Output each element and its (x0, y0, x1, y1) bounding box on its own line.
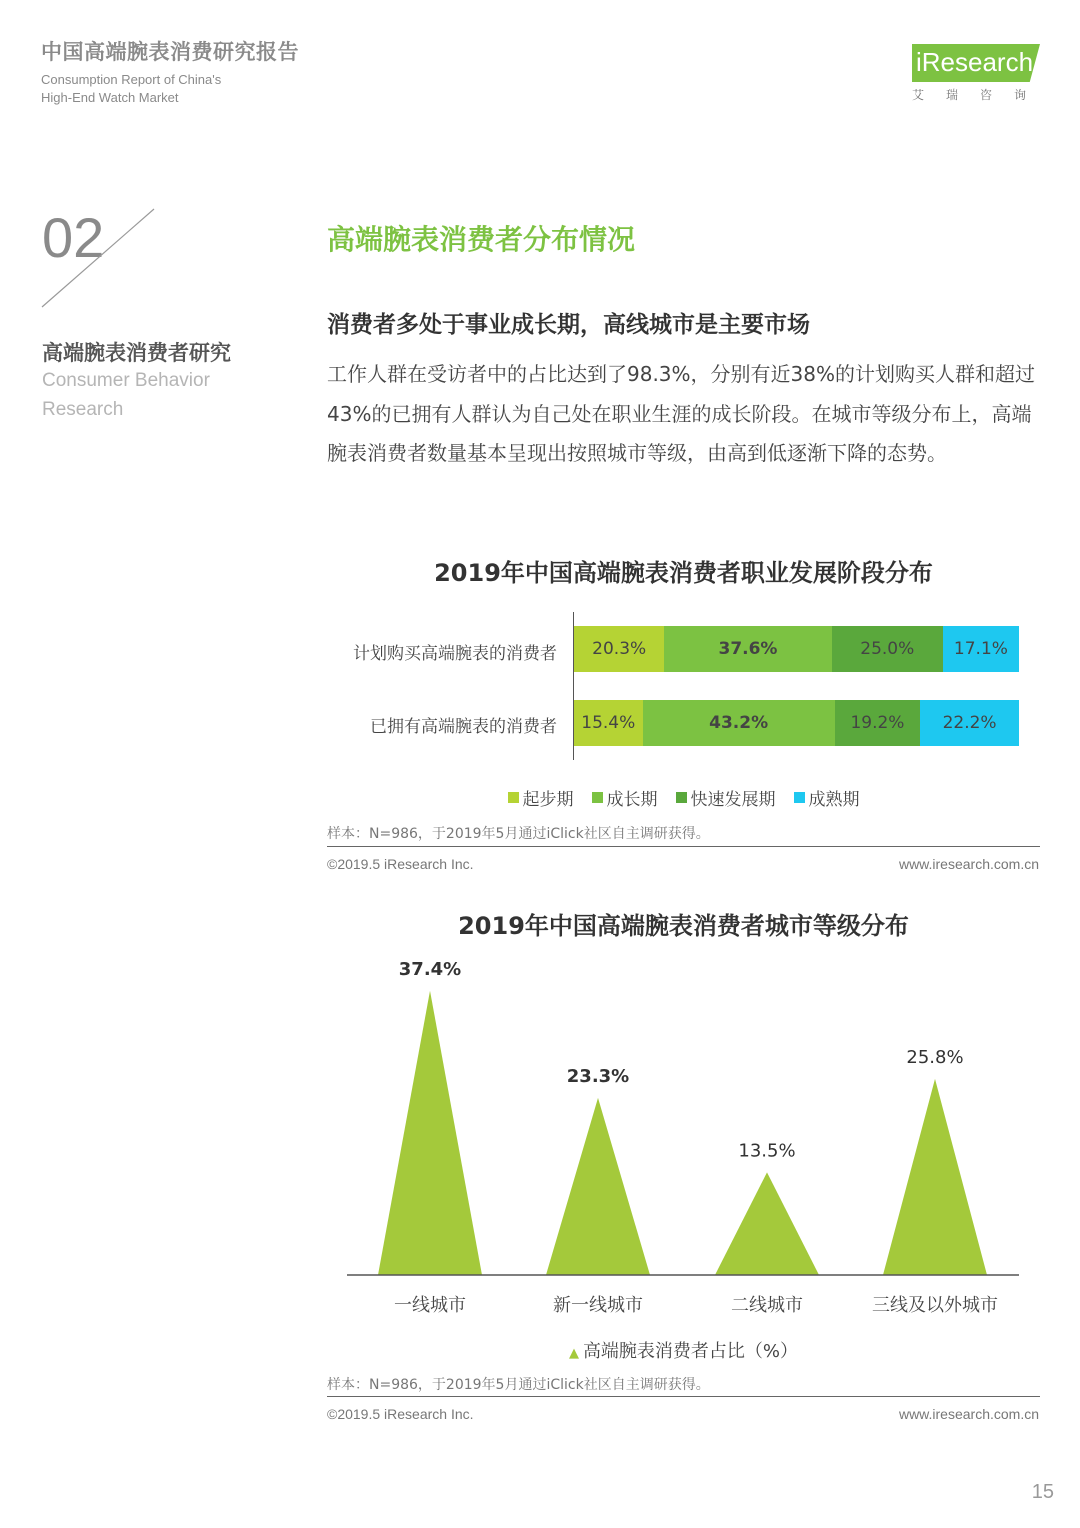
chart1-stacked-bar (574, 700, 1019, 746)
key-finding-heading: 消费者多处于事业成长期，高线城市是主要市场 (327, 312, 810, 338)
report-subtitle-en-2: High-End Watch Market (41, 90, 179, 105)
chart1-legend (327, 785, 1040, 810)
chart2-data-label: 13.5% (738, 1140, 796, 1162)
chart2-sample-note: 样本：N=986，于2019年5月通过iClick社区自主调研获得。 (327, 1377, 710, 1393)
divider (327, 1396, 1040, 1397)
report-subtitle-en-1: Consumption Report of China's (41, 72, 222, 87)
logo-text: iResearch (916, 47, 1034, 77)
legend-label: 起步期 (522, 790, 574, 810)
chart2-triangle-bar (715, 1172, 819, 1275)
chart2-category-label: 三线及以外城市 (872, 1295, 998, 1316)
legend-label: 成长期 (606, 790, 658, 810)
section-slash-divider (40, 207, 158, 309)
chart1-bar-segment: 15.4% (574, 700, 643, 746)
chart2-category-label: 一线城市 (394, 1295, 466, 1316)
chart1-bar-segment: 37.6% (664, 626, 831, 672)
chart1-sample-note: 样本：N=986，于2019年5月通过iClick社区自主调研获得。 (327, 826, 710, 842)
chart2-triangle-chart (327, 940, 1040, 1340)
page-number: 15 (1031, 1481, 1054, 1503)
logo-subtext: 艾瑞咨询 (912, 88, 1049, 102)
chart1-stacked-bar (574, 626, 1019, 672)
section-title: 高端腕表消费者研究 (42, 341, 231, 365)
divider (327, 846, 1040, 847)
website: www.iresearch.com.cn (898, 856, 1039, 872)
chart1-legend-item (676, 785, 776, 810)
chart1-bar-segment: 43.2% (643, 700, 835, 746)
chart1-category-label: 已拥有高端腕表的消费者 (370, 717, 557, 737)
chart1-legend-item (592, 785, 658, 810)
chart2-triangle-bar (883, 1079, 987, 1275)
legend-swatch (508, 792, 519, 803)
body-paragraph: 工作人群在受访者中的占比达到了98.3%，分别有近38%的计划购买人群和超过43%的已拥有人群认为自己处在职业生涯的成长阶段。在城市等级分布上，高端腕表消费者数量基本呈现出按照城市等级，由高到低逐渐下降的态势。 (327, 362, 1035, 465)
chart1-bar-segment: 22.2% (920, 700, 1019, 746)
legend-swatch (676, 792, 687, 803)
chart2-data-label: 25.8% (906, 1046, 964, 1068)
chart2-triangle-bar (546, 1098, 650, 1275)
triangle-legend-icon: ▲ (568, 1346, 579, 1361)
legend-swatch (794, 792, 805, 803)
chart2-category-label: 二线城市 (731, 1295, 803, 1316)
chart1-legend-item (508, 785, 574, 810)
chart2-legend (327, 1337, 1040, 1363)
chart1-bar-segment: 17.1% (943, 626, 1019, 672)
chart2-data-label: 23.3% (566, 1065, 630, 1087)
legend-label: 成熟期 (808, 790, 860, 810)
legend-swatch (592, 792, 603, 803)
legend-label: 快速发展期 (690, 790, 776, 810)
section-number: 02 (42, 206, 105, 269)
chart1-legend-item (794, 785, 860, 810)
chart2-triangle-bar (378, 991, 482, 1275)
chart2-category-label: 新一线城市 (553, 1295, 643, 1316)
chart1-category-label: 计划购买高端腕表的消费者 (353, 644, 557, 664)
copyright: ©2019.5 iResearch Inc. (327, 856, 474, 872)
chart2-legend-label: 高端腕表消费者占比（%） (582, 1341, 799, 1362)
section-title-en-1: Consumer Behavior (42, 370, 210, 391)
chart1-bar-segment: 20.3% (574, 626, 664, 672)
chart2-data-label: 37.4% (398, 958, 462, 980)
chart1-bar-segment: 25.0% (832, 626, 943, 672)
chart2-title: 2019年中国高端腕表消费者城市等级分布 (458, 912, 909, 940)
chart1-bar-segment: 19.2% (835, 700, 920, 746)
chart1-title: 2019年中国高端腕表消费者职业发展阶段分布 (434, 559, 933, 587)
iresearch-logo (906, 40, 1049, 110)
copyright: ©2019.5 iResearch Inc. (327, 1406, 474, 1422)
website: www.iresearch.com.cn (898, 1406, 1039, 1422)
section-title-en-2: Research (42, 399, 124, 420)
report-title: 中国高端腕表消费研究报告 (41, 40, 299, 64)
page-title: 高端腕表消费者分布情况 (327, 223, 636, 256)
